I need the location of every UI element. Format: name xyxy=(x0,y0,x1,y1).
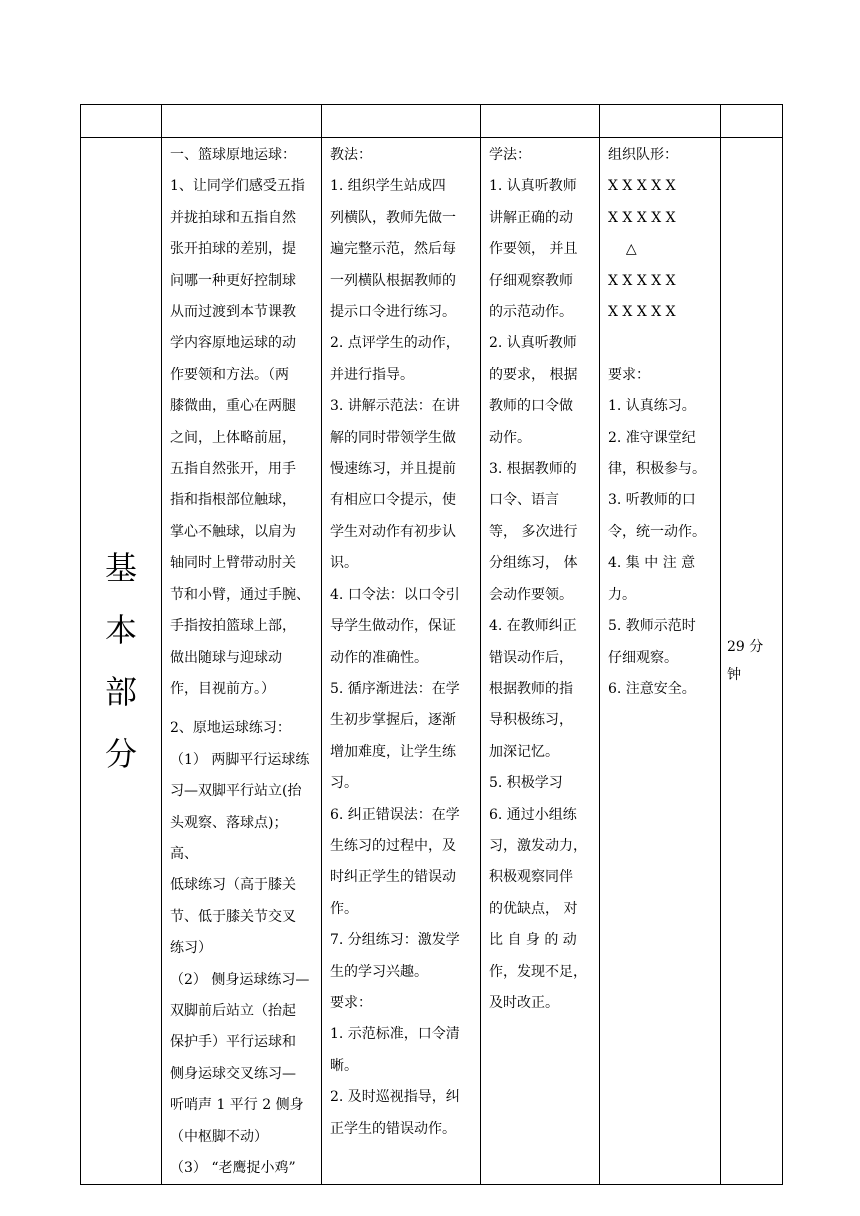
teaching-line: 1. 组织学生站成四 xyxy=(330,178,446,195)
learning-line: 导积极练习， xyxy=(489,712,573,729)
table-header-row xyxy=(81,105,783,138)
section-title-char: 部 xyxy=(104,673,137,712)
organization-line xyxy=(608,328,714,359)
teaching-line: 晰。 xyxy=(330,1057,358,1074)
section-title-char: 本 xyxy=(104,611,137,650)
teaching-line: 提示口令进行练习。 xyxy=(330,304,456,321)
organization-line: 3. 听教师的口 xyxy=(608,492,696,509)
teaching-line: 生初步掌握后，逐渐 xyxy=(330,712,456,729)
section-title-cell xyxy=(81,138,162,1185)
teaching-line: 1. 示范标准，口令清 xyxy=(330,1026,460,1043)
organization-line: 4. 集 中 注 意 xyxy=(608,555,696,572)
teaching-line: 6. 纠正错误法：在学 xyxy=(330,806,460,823)
learning-method-cell xyxy=(481,138,600,1185)
learning-line: 6. 通过小组练 xyxy=(489,806,577,823)
content-line: 膝微曲，重心在两腿 xyxy=(170,398,296,415)
teaching-line: 5. 循序渐进法：在学 xyxy=(330,680,460,697)
paragraph-gap xyxy=(170,705,315,713)
learning-line: 等， 多次进行 xyxy=(489,523,578,540)
teaching-line: 正学生的错误动作。 xyxy=(330,1120,456,1137)
header-cell-6 xyxy=(721,105,783,138)
section-title-char: 分 xyxy=(104,735,137,774)
learning-line: 根据教师的指 xyxy=(489,680,573,697)
organization-line: 5. 教师示范时 xyxy=(608,618,696,635)
organization-line: 令，统一动作。 xyxy=(608,523,706,540)
teaching-line: 识。 xyxy=(330,555,358,572)
organization-line: X X X X X xyxy=(608,272,676,289)
learning-line: 作要领， 并且 xyxy=(489,241,578,258)
content-line: 1、让同学们感受五指 xyxy=(170,178,305,195)
organization-line: 2. 准守课堂纪 xyxy=(608,429,696,446)
teaching-line: 列横队，教师先做一 xyxy=(330,209,456,226)
teaching-line: 要求： xyxy=(330,994,372,1011)
content-line: 节、低于膝关节交叉 xyxy=(170,908,296,925)
teaching-line: 时纠正学生的错误动 xyxy=(330,869,456,886)
teaching-line: 4. 口令法：以口令引 xyxy=(330,586,460,603)
learning-line: 仔细观察教师 xyxy=(489,272,573,289)
learning-line: 动作。 xyxy=(489,429,531,446)
content-line: 听哨声 1 平行 2 侧身 xyxy=(170,1097,304,1114)
learning-line: 分组练习， 体 xyxy=(489,555,578,572)
content-line: 双脚前后站立（抬起 xyxy=(170,1002,296,1019)
time-cell xyxy=(721,138,783,1185)
content-line: 2、原地运球练习： xyxy=(170,720,291,737)
teaching-line: 增加难度，让学生练 xyxy=(330,743,456,760)
time-text: 29 分钟 xyxy=(727,639,764,684)
content-line: 做出随球与迎球动 xyxy=(170,649,282,666)
teaching-line: 7. 分组练习：激发学 xyxy=(330,932,460,949)
content-line: 轴同时上臂带动肘关 xyxy=(170,555,296,572)
content-line: 手指按拍篮球上部， xyxy=(170,618,296,635)
organization-line: △ xyxy=(608,241,637,258)
organization-cell xyxy=(600,138,721,1185)
teaching-line: 生练习的过程中，及 xyxy=(330,837,456,854)
content-line: 五指自然张开，用手 xyxy=(170,461,296,478)
organization-line: X X X X X xyxy=(608,209,676,226)
learning-line: 的要求， 根据 xyxy=(489,366,578,383)
teaching-line: 2. 及时巡视指导，纠 xyxy=(330,1089,460,1106)
content-line: 掌心不触球，以肩为 xyxy=(170,523,296,540)
content-line: （3） “老鹰捉小鸡” xyxy=(170,1160,296,1176)
organization-line: 仔细观察。 xyxy=(608,649,678,666)
teaching-line: 动作的准确性。 xyxy=(330,649,428,666)
lesson-plan-table xyxy=(80,104,783,1185)
organization-line: 力。 xyxy=(608,586,636,603)
content-line: 张开拍球的差别，提 xyxy=(170,241,296,258)
header-cell-1 xyxy=(81,105,162,138)
learning-method-text xyxy=(481,138,599,1019)
learning-line: 讲解正确的动 xyxy=(489,209,573,226)
teaching-line: 2. 点评学生的动作， xyxy=(330,335,460,352)
content-line: 练习） xyxy=(170,940,212,957)
teaching-line: 有相应口令提示，使 xyxy=(330,492,456,509)
learning-line: 教师的口令做 xyxy=(489,398,573,415)
teaching-line: 导学生做动作，保证 xyxy=(330,618,456,635)
header-cell-5 xyxy=(600,105,721,138)
teaching-line: 教法： xyxy=(330,147,372,163)
learning-line: 的优缺点， 对 xyxy=(489,900,578,917)
organization-text xyxy=(600,138,720,705)
content-line: 之间，上体略前屈， xyxy=(170,429,296,446)
content-line: 节和小臂，通过手腕、 xyxy=(170,586,310,603)
content-line: 学内容原地运球的动 xyxy=(170,335,296,352)
content-line: 习—双脚平行站立(抬 xyxy=(170,783,302,800)
teaching-line: 3. 讲解示范法：在讲 xyxy=(330,398,460,415)
organization-line: 要求： xyxy=(608,366,650,383)
teaching-method-cell xyxy=(322,138,481,1185)
teaching-line: 并进行指导。 xyxy=(330,366,414,383)
teaching-line: 遍完整示范，然后每 xyxy=(330,241,456,258)
teaching-method-text xyxy=(322,138,480,1145)
content-line: 头观察、落球点)；高、 xyxy=(170,814,288,862)
learning-line: 2. 认真听教师 xyxy=(489,335,577,352)
content-line: 问哪一种更好控制球 xyxy=(170,272,296,289)
teaching-line: 慢速练习，并且提前 xyxy=(330,461,456,478)
teaching-line: 一列横队根据教师的 xyxy=(330,272,456,289)
learning-line: 作，发现不足， xyxy=(489,963,587,980)
basic-part-row xyxy=(81,138,783,1185)
learning-line: 错误动作后， xyxy=(489,649,573,666)
content-line: 从而过渡到本节课教 xyxy=(170,304,296,321)
content-line: 一、篮球原地运球： xyxy=(170,147,296,163)
content-line: 作要领和方法。（两 xyxy=(170,366,289,383)
learning-line: 1. 认真听教师 xyxy=(489,178,577,195)
organization-line: 组织队形： xyxy=(608,147,678,163)
content-line: 指和指根部位触球， xyxy=(170,492,296,509)
organization-line: X X X X X xyxy=(608,304,676,321)
learning-line: 的示范动作。 xyxy=(489,304,573,321)
content-line: 侧身运球交叉练习— xyxy=(170,1065,296,1082)
organization-line: 1. 认真练习。 xyxy=(608,398,696,415)
learning-line: 4. 在教师纠正 xyxy=(489,618,577,635)
content-line: 作，目视前方。） xyxy=(170,680,275,697)
learning-line: 口令、语言 xyxy=(489,492,559,509)
learning-line: 学法： xyxy=(489,147,531,163)
content-line: （2） 侧身运球练习— xyxy=(170,971,310,988)
organization-line: X X X X X xyxy=(608,178,676,195)
learning-line: 习，激发动力， xyxy=(489,837,587,854)
teaching-line: 作。 xyxy=(330,900,358,917)
header-cell-4 xyxy=(481,105,600,138)
organization-line: 律，积极参与。 xyxy=(608,461,706,478)
content-line: 并拢拍球和五指自然 xyxy=(170,209,296,226)
organization-line: 6. 注意安全。 xyxy=(608,680,696,697)
learning-line: 比 自 身 的 动 xyxy=(489,932,577,949)
header-cell-3 xyxy=(322,105,481,138)
header-cell-2 xyxy=(162,105,322,138)
content-text xyxy=(162,138,321,1184)
content-line: （1） 两脚平行运球练 xyxy=(170,751,310,768)
teaching-line: 习。 xyxy=(330,775,358,792)
teaching-line: 学生对动作有初步认 xyxy=(330,523,456,540)
content-line: （中枢脚不动） xyxy=(170,1128,268,1145)
section-title-char: 基 xyxy=(104,549,137,588)
content-line: 保护手）平行运球和 xyxy=(170,1034,296,1051)
content-cell xyxy=(162,138,322,1185)
content-line: 低球练习（高于膝关 xyxy=(170,877,296,894)
learning-line: 会动作要领。 xyxy=(489,586,573,603)
learning-line: 及时改正。 xyxy=(489,994,559,1011)
teaching-line: 生的学习兴趣。 xyxy=(330,963,428,980)
teaching-line: 解的同时带领学生做 xyxy=(330,429,456,446)
learning-line: 加深记忆。 xyxy=(489,743,559,760)
learning-line: 5. 积极学习 xyxy=(489,775,563,792)
learning-line: 3. 根据教师的 xyxy=(489,461,577,478)
learning-line: 积极观察同伴 xyxy=(489,869,573,886)
